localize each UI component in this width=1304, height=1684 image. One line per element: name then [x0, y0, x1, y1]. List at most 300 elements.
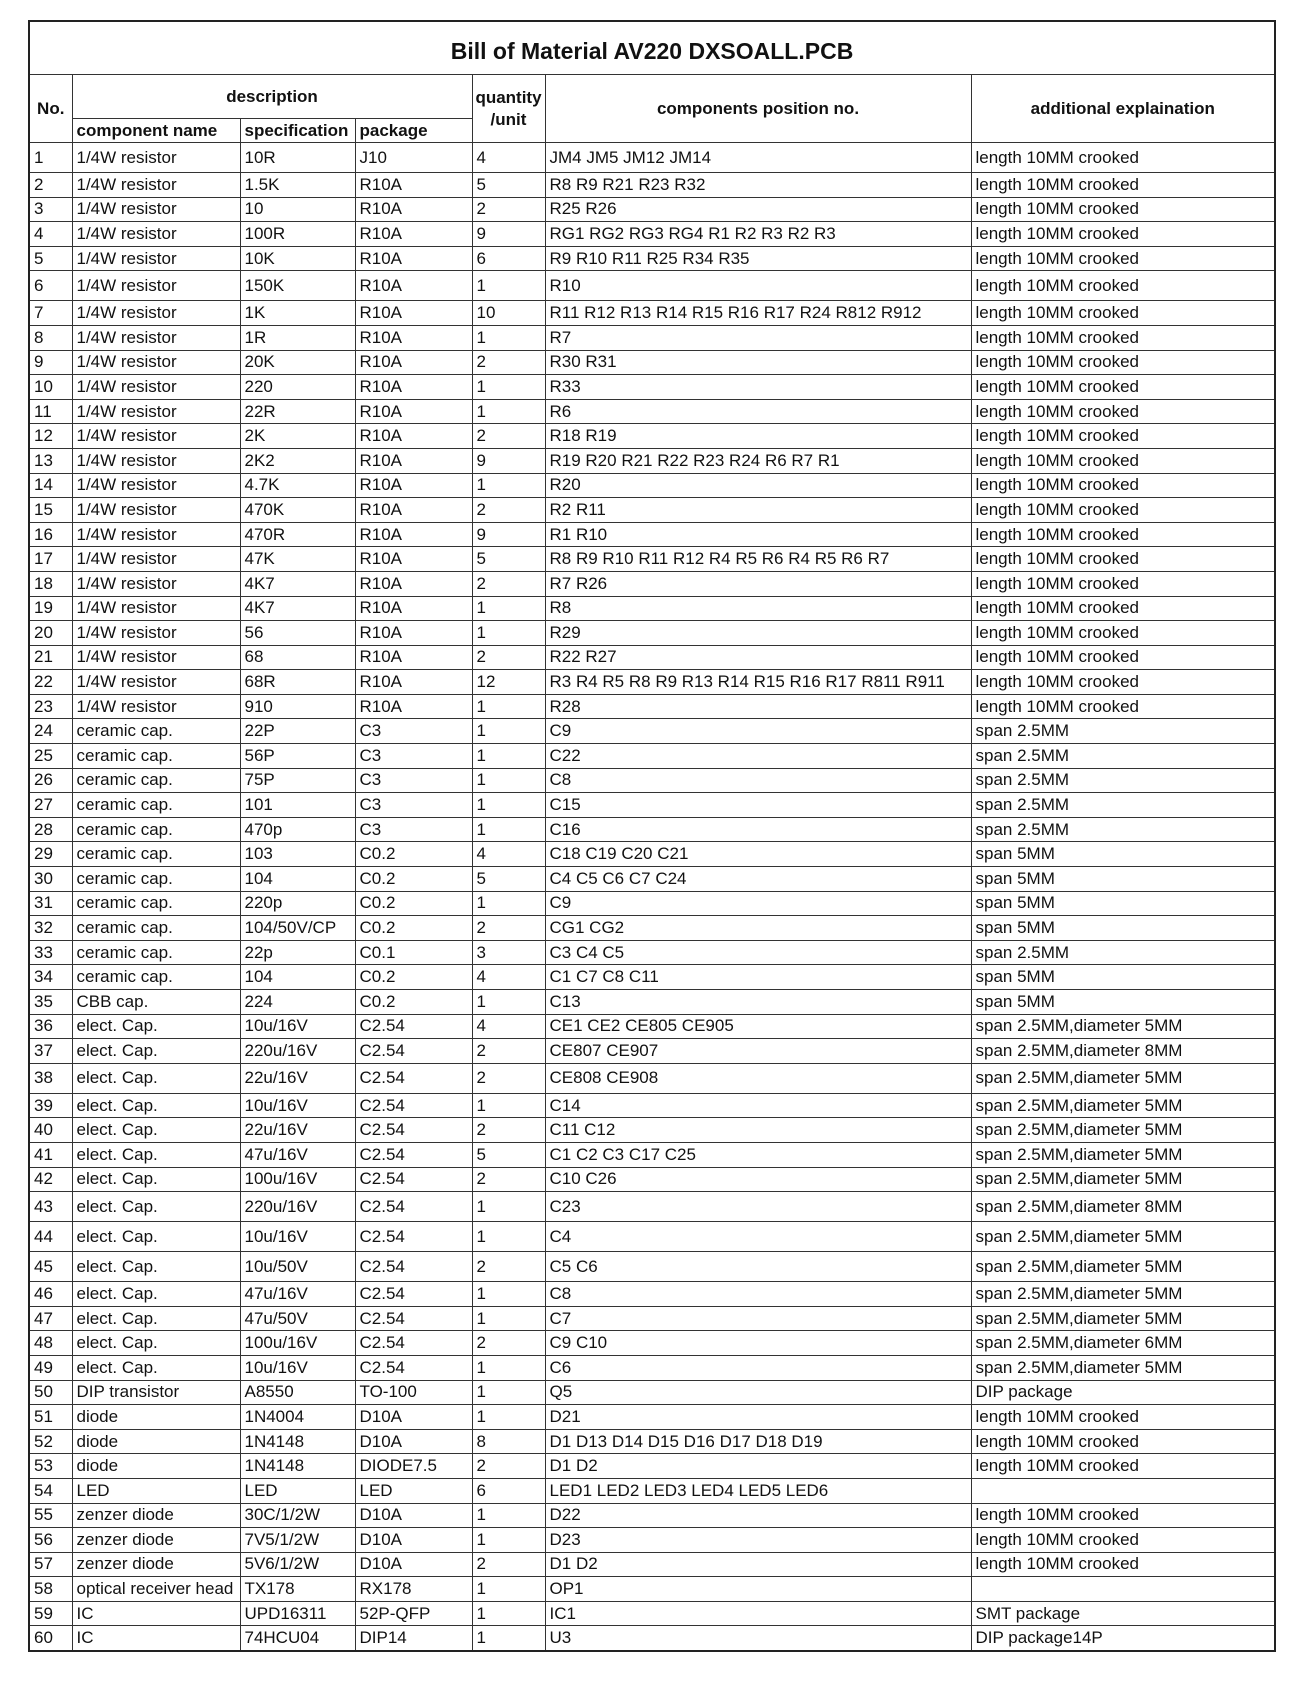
cell-additional: length 10MM crooked [971, 498, 1275, 523]
cell-position: CG1 CG2 [545, 916, 971, 941]
cell-component-name: elect. Cap. [72, 1306, 240, 1331]
table-row [29, 1331, 1275, 1356]
header-specification: specification [240, 119, 355, 143]
cell-additional: span 2.5MM,diameter 5MM [971, 1014, 1275, 1039]
cell-package: R10A [355, 448, 472, 473]
cell-position: R7 [545, 325, 971, 350]
cell-position: R33 [545, 375, 971, 400]
cell-no: 41 [29, 1142, 72, 1167]
cell-specification: 470R [240, 522, 355, 547]
table-row [29, 596, 1275, 621]
table-row [29, 350, 1275, 375]
cell-component-name: zenzer diode [72, 1503, 240, 1528]
table-row [29, 1577, 1275, 1602]
cell-quantity: 2 [472, 1063, 545, 1093]
cell-no: 7 [29, 301, 72, 326]
cell-position: RG1 RG2 RG3 RG4 R1 R2 R3 R2 R3 [545, 222, 971, 247]
cell-quantity: 1 [472, 621, 545, 646]
table-row [29, 1142, 1275, 1167]
cell-component-name: 1/4W resistor [72, 350, 240, 375]
cell-specification: 103 [240, 842, 355, 867]
cell-package: D10A [355, 1405, 472, 1430]
table-row [29, 246, 1275, 271]
cell-no: 1 [29, 143, 72, 173]
cell-specification: 30C/1/2W [240, 1503, 355, 1528]
cell-position: C13 [545, 990, 971, 1015]
cell-additional: length 10MM crooked [971, 301, 1275, 326]
cell-component-name: elect. Cap. [72, 1355, 240, 1380]
cell-additional: length 10MM crooked [971, 1429, 1275, 1454]
cell-component-name: ceramic cap. [72, 719, 240, 744]
cell-position: C9 [545, 891, 971, 916]
cell-additional: span 5MM [971, 965, 1275, 990]
table-row [29, 1192, 1275, 1222]
cell-component-name: 1/4W resistor [72, 301, 240, 326]
cell-additional: length 10MM crooked [971, 571, 1275, 596]
cell-package: C2.54 [355, 1118, 472, 1143]
cell-additional: span 2.5MM,diameter 5MM [971, 1222, 1275, 1252]
cell-specification: 10R [240, 143, 355, 173]
cell-specification: 150K [240, 271, 355, 301]
cell-specification: 47u/50V [240, 1306, 355, 1331]
cell-component-name: 1/4W resistor [72, 473, 240, 498]
cell-additional: length 10MM crooked [971, 448, 1275, 473]
table-row [29, 1306, 1275, 1331]
cell-position: R10 [545, 271, 971, 301]
cell-specification: 4K7 [240, 571, 355, 596]
cell-component-name: elect. Cap. [72, 1222, 240, 1252]
cell-quantity: 8 [472, 1429, 545, 1454]
cell-package: R10A [355, 325, 472, 350]
cell-component-name: 1/4W resistor [72, 197, 240, 222]
cell-quantity: 2 [472, 1331, 545, 1356]
cell-additional: span 2.5MM [971, 744, 1275, 769]
cell-no: 56 [29, 1528, 72, 1553]
cell-no: 20 [29, 621, 72, 646]
table-row [29, 399, 1275, 424]
cell-specification: UPD16311 [240, 1601, 355, 1626]
cell-package: C2.54 [355, 1282, 472, 1307]
cell-additional: length 10MM crooked [971, 1552, 1275, 1577]
header-package: package [355, 119, 472, 143]
cell-package: R10A [355, 424, 472, 449]
header-quantity: quantity /unit [472, 75, 545, 143]
cell-no: 16 [29, 522, 72, 547]
cell-quantity: 4 [472, 842, 545, 867]
cell-additional: span 2.5MM,diameter 5MM [971, 1142, 1275, 1167]
cell-package: C0.2 [355, 916, 472, 941]
cell-component-name: elect. Cap. [72, 1167, 240, 1192]
cell-additional: SMT package [971, 1601, 1275, 1626]
cell-package: R10A [355, 571, 472, 596]
cell-quantity: 1 [472, 596, 545, 621]
cell-quantity: 1 [472, 768, 545, 793]
cell-additional: span 2.5MM,diameter 5MM [971, 1355, 1275, 1380]
cell-quantity: 2 [472, 571, 545, 596]
cell-quantity: 2 [472, 916, 545, 941]
cell-additional: length 10MM crooked [971, 375, 1275, 400]
cell-component-name: ceramic cap. [72, 842, 240, 867]
cell-component-name: 1/4W resistor [72, 645, 240, 670]
cell-package: C2.54 [355, 1063, 472, 1093]
cell-no: 18 [29, 571, 72, 596]
cell-no: 58 [29, 1577, 72, 1602]
cell-position: R29 [545, 621, 971, 646]
cell-position: D23 [545, 1528, 971, 1553]
cell-component-name: elect. Cap. [72, 1252, 240, 1282]
cell-package: C2.54 [355, 1167, 472, 1192]
cell-no: 19 [29, 596, 72, 621]
cell-no: 34 [29, 965, 72, 990]
cell-position: C15 [545, 793, 971, 818]
cell-no: 37 [29, 1039, 72, 1064]
table-row [29, 325, 1275, 350]
cell-specification: 470K [240, 498, 355, 523]
cell-no: 17 [29, 547, 72, 572]
cell-package: TO-100 [355, 1380, 472, 1405]
cell-position: C16 [545, 817, 971, 842]
cell-component-name: 1/4W resistor [72, 246, 240, 271]
cell-quantity: 1 [472, 719, 545, 744]
cell-additional: length 10MM crooked [971, 1528, 1275, 1553]
cell-additional: span 5MM [971, 990, 1275, 1015]
cell-package: C0.2 [355, 965, 472, 990]
bom-body [29, 143, 1275, 1651]
cell-position: CE808 CE908 [545, 1063, 971, 1093]
cell-package: R10A [355, 197, 472, 222]
table-row [29, 1167, 1275, 1192]
cell-position: R6 [545, 399, 971, 424]
cell-package: R10A [355, 375, 472, 400]
cell-position: U3 [545, 1626, 971, 1651]
cell-package: R10A [355, 222, 472, 247]
cell-quantity: 1 [472, 891, 545, 916]
cell-specification: 75P [240, 768, 355, 793]
cell-no: 14 [29, 473, 72, 498]
cell-no: 33 [29, 940, 72, 965]
cell-specification: 22R [240, 399, 355, 424]
table-row [29, 301, 1275, 326]
cell-no: 51 [29, 1405, 72, 1430]
cell-no: 29 [29, 842, 72, 867]
cell-component-name: zenzer diode [72, 1552, 240, 1577]
cell-component-name: 1/4W resistor [72, 621, 240, 646]
cell-position: D1 D13 D14 D15 D16 D17 D18 D19 [545, 1429, 971, 1454]
cell-no: 4 [29, 222, 72, 247]
cell-package: C2.54 [355, 1222, 472, 1252]
cell-package: D10A [355, 1528, 472, 1553]
cell-position: D21 [545, 1405, 971, 1430]
cell-additional: span 2.5MM,diameter 5MM [971, 1282, 1275, 1307]
cell-specification: 74HCU04 [240, 1626, 355, 1651]
cell-specification: 220 [240, 375, 355, 400]
cell-no: 23 [29, 694, 72, 719]
cell-additional: span 2.5MM [971, 817, 1275, 842]
table-row [29, 1282, 1275, 1307]
cell-additional: length 10MM crooked [971, 694, 1275, 719]
cell-additional: span 2.5MM,diameter 5MM [971, 1167, 1275, 1192]
table-row [29, 1014, 1275, 1039]
cell-no: 30 [29, 867, 72, 892]
cell-specification: 220p [240, 891, 355, 916]
table-row [29, 1222, 1275, 1252]
cell-component-name: diode [72, 1405, 240, 1430]
cell-quantity: 10 [472, 301, 545, 326]
table-row [29, 670, 1275, 695]
cell-no: 2 [29, 173, 72, 198]
cell-specification: 1R [240, 325, 355, 350]
cell-component-name: ceramic cap. [72, 965, 240, 990]
cell-component-name: ceramic cap. [72, 940, 240, 965]
cell-package: 52P-QFP [355, 1601, 472, 1626]
cell-package: R10A [355, 350, 472, 375]
table-row [29, 197, 1275, 222]
cell-component-name: 1/4W resistor [72, 173, 240, 198]
cell-package: R10A [355, 301, 472, 326]
cell-position: IC1 [545, 1601, 971, 1626]
cell-additional: length 10MM crooked [971, 325, 1275, 350]
cell-specification: 101 [240, 793, 355, 818]
cell-package: C2.54 [355, 1014, 472, 1039]
cell-additional: span 2.5MM,diameter 5MM [971, 1252, 1275, 1282]
cell-package: C3 [355, 719, 472, 744]
cell-package: J10 [355, 143, 472, 173]
cell-quantity: 12 [472, 670, 545, 695]
cell-package: R10A [355, 645, 472, 670]
header-no: No. [29, 75, 72, 143]
cell-additional: length 10MM crooked [971, 350, 1275, 375]
cell-no: 59 [29, 1601, 72, 1626]
cell-specification: 104 [240, 965, 355, 990]
cell-no: 53 [29, 1454, 72, 1479]
cell-component-name: 1/4W resistor [72, 547, 240, 572]
table-row [29, 424, 1275, 449]
cell-position: C14 [545, 1093, 971, 1118]
cell-specification: 68R [240, 670, 355, 695]
cell-quantity: 4 [472, 965, 545, 990]
cell-no: 44 [29, 1222, 72, 1252]
table-row [29, 173, 1275, 198]
cell-position: C8 [545, 1282, 971, 1307]
table-row [29, 547, 1275, 572]
cell-position: D1 D2 [545, 1552, 971, 1577]
cell-additional: span 2.5MM,diameter 6MM [971, 1331, 1275, 1356]
cell-no: 38 [29, 1063, 72, 1093]
cell-component-name: 1/4W resistor [72, 375, 240, 400]
cell-no: 50 [29, 1380, 72, 1405]
cell-no: 10 [29, 375, 72, 400]
cell-position: C11 C12 [545, 1118, 971, 1143]
cell-quantity: 1 [472, 1577, 545, 1602]
cell-position: R18 R19 [545, 424, 971, 449]
cell-package: R10A [355, 522, 472, 547]
cell-component-name: elect. Cap. [72, 1014, 240, 1039]
cell-specification: 1N4148 [240, 1429, 355, 1454]
cell-package: C3 [355, 817, 472, 842]
cell-specification: 7V5/1/2W [240, 1528, 355, 1553]
cell-additional: span 2.5MM,diameter 5MM [971, 1306, 1275, 1331]
cell-component-name: elect. Cap. [72, 1282, 240, 1307]
cell-no: 25 [29, 744, 72, 769]
cell-quantity: 1 [472, 399, 545, 424]
cell-position: R11 R12 R13 R14 R15 R16 R17 R24 R812 R912 [545, 301, 971, 326]
cell-package: LED [355, 1478, 472, 1503]
cell-specification: 104 [240, 867, 355, 892]
cell-additional: span 5MM [971, 916, 1275, 941]
cell-no: 57 [29, 1552, 72, 1577]
cell-quantity: 1 [472, 694, 545, 719]
cell-package: R10A [355, 694, 472, 719]
cell-quantity: 1 [472, 817, 545, 842]
cell-package: DIODE7.5 [355, 1454, 472, 1479]
cell-specification: 47u/16V [240, 1142, 355, 1167]
cell-quantity: 5 [472, 867, 545, 892]
cell-position: R8 [545, 596, 971, 621]
cell-quantity: 2 [472, 1118, 545, 1143]
cell-component-name: elect. Cap. [72, 1063, 240, 1093]
cell-position: C7 [545, 1306, 971, 1331]
table-row [29, 645, 1275, 670]
cell-position: CE807 CE907 [545, 1039, 971, 1064]
cell-specification: 10K [240, 246, 355, 271]
cell-no: 8 [29, 325, 72, 350]
cell-component-name: elect. Cap. [72, 1039, 240, 1064]
cell-position: CE1 CE2 CE805 CE905 [545, 1014, 971, 1039]
cell-position: JM4 JM5 JM12 JM14 [545, 143, 971, 173]
cell-package: C0.1 [355, 940, 472, 965]
cell-specification: 10u/16V [240, 1014, 355, 1039]
cell-package: C2.54 [355, 1192, 472, 1222]
table-row [29, 1118, 1275, 1143]
cell-position: R19 R20 R21 R22 R23 R24 R6 R7 R1 [545, 448, 971, 473]
cell-position: R9 R10 R11 R25 R34 R35 [545, 246, 971, 271]
cell-position: C1 C2 C3 C17 C25 [545, 1142, 971, 1167]
cell-additional: span 2.5MM [971, 940, 1275, 965]
cell-quantity: 9 [472, 522, 545, 547]
cell-no: 12 [29, 424, 72, 449]
cell-package: R10A [355, 473, 472, 498]
table-row [29, 965, 1275, 990]
table-row [29, 817, 1275, 842]
cell-specification: 1N4148 [240, 1454, 355, 1479]
cell-package: C3 [355, 793, 472, 818]
cell-quantity: 5 [472, 173, 545, 198]
cell-additional: length 10MM crooked [971, 473, 1275, 498]
cell-no: 35 [29, 990, 72, 1015]
cell-additional: length 10MM crooked [971, 246, 1275, 271]
cell-package: C2.54 [355, 1252, 472, 1282]
cell-position: R22 R27 [545, 645, 971, 670]
cell-position: C9 [545, 719, 971, 744]
table-row [29, 940, 1275, 965]
cell-additional: length 10MM crooked [971, 1503, 1275, 1528]
cell-additional: span 5MM [971, 891, 1275, 916]
cell-quantity: 1 [472, 1380, 545, 1405]
cell-package: C2.54 [355, 1093, 472, 1118]
cell-component-name: 1/4W resistor [72, 522, 240, 547]
table-row [29, 1478, 1275, 1503]
table-row [29, 621, 1275, 646]
cell-position: C23 [545, 1192, 971, 1222]
cell-quantity: 2 [472, 197, 545, 222]
cell-additional: length 10MM crooked [971, 522, 1275, 547]
cell-additional: length 10MM crooked [971, 670, 1275, 695]
cell-specification: 100u/16V [240, 1331, 355, 1356]
cell-additional: DIP package [971, 1380, 1275, 1405]
cell-additional: span 5MM [971, 867, 1275, 892]
cell-component-name: ceramic cap. [72, 817, 240, 842]
cell-package: R10A [355, 246, 472, 271]
cell-component-name: elect. Cap. [72, 1192, 240, 1222]
cell-package: R10A [355, 173, 472, 198]
cell-specification: 2K [240, 424, 355, 449]
cell-component-name: 1/4W resistor [72, 448, 240, 473]
cell-quantity: 1 [472, 1192, 545, 1222]
cell-no: 28 [29, 817, 72, 842]
cell-position: C10 C26 [545, 1167, 971, 1192]
cell-additional: span 2.5MM,diameter 8MM [971, 1039, 1275, 1064]
cell-specification: 22u/16V [240, 1063, 355, 1093]
cell-position: D1 D2 [545, 1454, 971, 1479]
table-row [29, 867, 1275, 892]
cell-component-name: diode [72, 1454, 240, 1479]
cell-component-name: optical receiver head [72, 1577, 240, 1602]
cell-component-name: 1/4W resistor [72, 670, 240, 695]
cell-additional: length 10MM crooked [971, 1454, 1275, 1479]
cell-quantity: 9 [472, 448, 545, 473]
cell-specification: 10u/16V [240, 1222, 355, 1252]
table-row [29, 719, 1275, 744]
cell-position: C4 C5 C6 C7 C24 [545, 867, 971, 892]
cell-quantity: 1 [472, 1093, 545, 1118]
table-row [29, 768, 1275, 793]
table-row [29, 1252, 1275, 1282]
cell-package: R10A [355, 399, 472, 424]
cell-position: R28 [545, 694, 971, 719]
cell-quantity: 2 [472, 645, 545, 670]
cell-quantity: 1 [472, 1601, 545, 1626]
table-row [29, 571, 1275, 596]
cell-specification: 4K7 [240, 596, 355, 621]
cell-no: 32 [29, 916, 72, 941]
cell-quantity: 6 [472, 246, 545, 271]
table-row [29, 1601, 1275, 1626]
cell-component-name: ceramic cap. [72, 768, 240, 793]
cell-additional: length 10MM crooked [971, 399, 1275, 424]
cell-component-name: elect. Cap. [72, 1093, 240, 1118]
cell-quantity: 3 [472, 940, 545, 965]
table-row [29, 1429, 1275, 1454]
cell-component-name: 1/4W resistor [72, 498, 240, 523]
cell-no: 49 [29, 1355, 72, 1380]
cell-quantity: 2 [472, 1039, 545, 1064]
header-additional: additional explaination [971, 75, 1275, 143]
cell-position: C5 C6 [545, 1252, 971, 1282]
cell-position: OP1 [545, 1577, 971, 1602]
table-row [29, 1454, 1275, 1479]
cell-quantity: 1 [472, 793, 545, 818]
cell-quantity: 2 [472, 1167, 545, 1192]
cell-specification: 104/50V/CP [240, 916, 355, 941]
cell-package: C0.2 [355, 842, 472, 867]
cell-additional: length 10MM crooked [971, 271, 1275, 301]
cell-additional: DIP package14P [971, 1626, 1275, 1651]
cell-position: D22 [545, 1503, 971, 1528]
cell-quantity: 1 [472, 375, 545, 400]
cell-quantity: 2 [472, 1454, 545, 1479]
cell-additional: span 2.5MM,diameter 5MM [971, 1118, 1275, 1143]
table-row [29, 1039, 1275, 1064]
